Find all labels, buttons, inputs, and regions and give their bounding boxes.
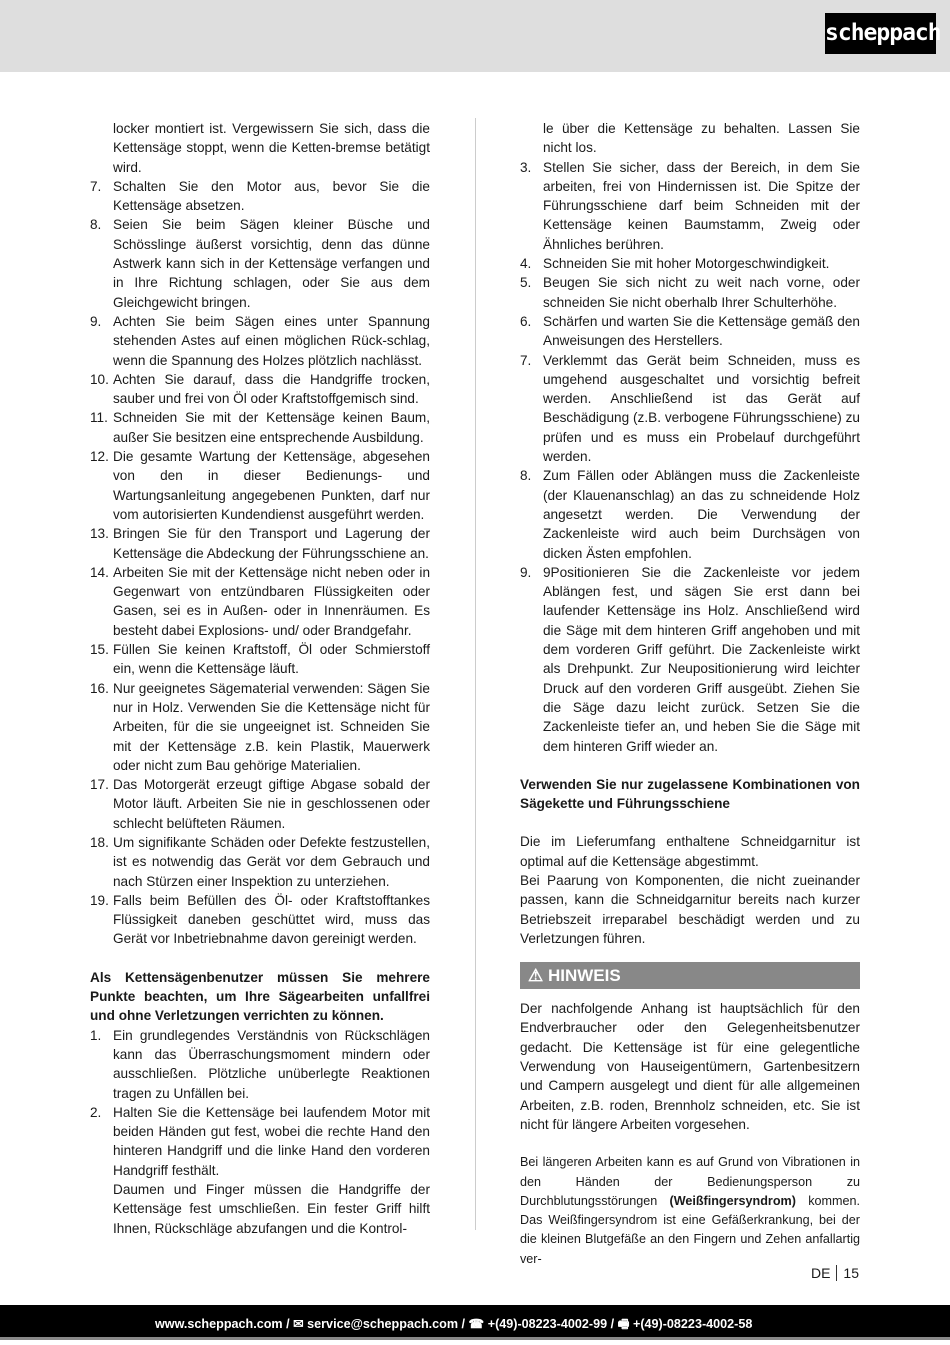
item-text: Achten Sie darauf, dass die Handgriffe trocken, sauber und frei von Öl oder Kraftstoffgemisch sind. bbox=[113, 371, 430, 407]
item-number: 6. bbox=[520, 313, 532, 329]
list-item bbox=[90, 447, 430, 524]
item-number: 12. bbox=[90, 449, 109, 465]
paragraph: Der nachfolgende Anhang ist hauptsächlich für den Endverbraucher oder den Gelegenheitsbenutzer gedacht. Die Kettensäge ist für eine gelegentliche Verwendung von Hauseigentümern, Gartenbesitzern und Campern ausgelegt und dient für alle allgemeinen Arbeiten, z.B. roden, Brennholz schneiden, etc. Sie ist nicht für längere Arbeiten vorgesehen. bbox=[520, 1001, 860, 1132]
paragraph bbox=[520, 1153, 860, 1269]
list-item bbox=[90, 833, 430, 891]
list-item bbox=[90, 679, 430, 775]
list-item bbox=[520, 273, 860, 312]
item-text: Arbeiten Sie mit der Kettensäge nicht neben oder in Gegenwart von entzündbaren Flüssigkeiten oder Gasen, sei es in Außen- oder in Innenräumen. Es besteht dabei Explosions- und/ oder Brandgefahr. bbox=[113, 564, 430, 638]
item-text: Zum Fällen oder Ablängen muss die Zackenleiste (der Klauenanschlag) an das zu schneidende Holz angesetzt werden. Die Verwendung der Zackenleiste wird auch beim Durchsägen von dicken Ästen empfohlen. bbox=[543, 468, 860, 561]
hinweis-banner: ⚠ HINWEIS bbox=[520, 962, 860, 989]
item-text: Schneiden Sie mit hoher Motorgeschwindigkeit. bbox=[543, 256, 830, 272]
item-number: 14. bbox=[90, 564, 109, 580]
item-text: Seien Sie beim Sägen kleiner Büsche und Schösslinge äußerst vorsichtig, denn das dünne Astwerk kann sich in der Kettensäge verfangen und in Ihre Richtung schlagen, oder Sie aus dem Gleichgewicht bringen. bbox=[113, 217, 430, 310]
list-item bbox=[90, 215, 430, 311]
text: Bei längeren Arbeiten kann es auf Grund von Vibrationen in den Händen der Bedienungsperson zu Durchblutungsstörungen bbox=[520, 1155, 860, 1208]
item-number: 2. bbox=[90, 1104, 102, 1120]
paragraph: locker montiert ist. Vergewissern Sie sich, dass die Kettensäge stoppt, wenn die Ketten-bremse betätigt wird. bbox=[113, 121, 430, 175]
item-number: 19. bbox=[90, 892, 109, 908]
list-item bbox=[90, 775, 430, 833]
list-item bbox=[520, 158, 860, 254]
page-number bbox=[811, 1265, 859, 1281]
item-number: 1. bbox=[90, 1027, 102, 1043]
paragraph: le über die Kettensäge zu behalten. Lassen Sie nicht los. bbox=[543, 121, 860, 156]
paragraph: Daumen und Finger müssen die Handgriffe der Kettensäge fest umschließen. Ein fester Griff hilft Ihnen, Rückschläge abzufangen und die Kontrol- bbox=[113, 1182, 430, 1236]
scheppach-logo: scheppach bbox=[825, 13, 936, 54]
item-number: 4. bbox=[520, 256, 532, 272]
list-item bbox=[90, 312, 430, 370]
item-text: Stellen Sie sicher, dass der Bereich, in dem Sie arbeiten, frei von Hindernissen ist. Die Spitze der Führungsschiene darf beim Schneiden mit der Kettensäge keinen Baumstamm, Zweig oder Ähnliches berühren. bbox=[543, 159, 860, 252]
list-item bbox=[520, 312, 860, 351]
paragraph: Bei Paarung von Komponenten, die nicht zueinander passen, kann die Schneidgarnitur bereits nach kurzer Betriebszeit irreparabel beschädigt werden und zu Verletzungen führen. bbox=[520, 872, 860, 946]
item-text: Das Motorgerät erzeugt giftige Abgase sobald der Motor läuft. Arbeiten Sie nie in geschlossenen oder schlecht belüfteten Räumen. bbox=[113, 777, 430, 831]
list-item bbox=[90, 563, 430, 640]
item-text: Achten Sie beim Sägen eines unter Spannung stehenden Astes auf einen möglichen Rück-schlag, wenn die Spannung des Holzes plötzlich nachlässt. bbox=[113, 313, 430, 368]
list-item bbox=[90, 177, 430, 216]
footer-bar bbox=[0, 1305, 950, 1340]
item-text: Verklemmt das Gerät beim Schneiden, muss es umgehend ausgeschaltet und vorsichtig befreit werden. Anschließend ist das Gerät auf Beschädigung (z.B. verbogene Führungsschiene) zu prüfen und es muss ein Probelauf durchgeführt werden. bbox=[543, 352, 860, 465]
item-text: Schalten Sie den Motor aus, bevor Sie die Kettensäge absetzen. bbox=[113, 178, 430, 214]
item-number: 17. bbox=[90, 777, 109, 793]
item-text: Um signifikante Schäden oder Defekte festzustellen, ist es notwendig das Gerät vor dem Gebrauch und nach Stürzen einer Inspektion zu unterziehen. bbox=[113, 834, 430, 889]
section-heading: Verwenden Sie nur zugelassene Kombinationen von Sägekette und Führungsschiene bbox=[520, 776, 860, 812]
item-number: 9. bbox=[520, 564, 532, 580]
list-item bbox=[520, 254, 860, 273]
left-column bbox=[90, 119, 430, 1238]
item-number: 18. bbox=[90, 834, 109, 850]
item-text: Falls beim Befüllen des Öl- oder Kraftstofftankes Flüssigkeit daneben geschüttet wird, muss das Gerät vor Inbetriebnahme davon gereinigt werden. bbox=[113, 892, 430, 947]
item-number: 9. bbox=[90, 313, 102, 329]
item-number: 8. bbox=[90, 217, 102, 233]
item-number: 8. bbox=[520, 468, 532, 484]
item-number: 10. bbox=[90, 371, 109, 387]
item-number: 16. bbox=[90, 680, 109, 696]
item-number: 7. bbox=[90, 178, 102, 194]
paragraph: Die im Lieferumfang enthaltene Schneidgarnitur ist optimal auf die Kettensäge abgestimmt. bbox=[520, 834, 860, 869]
item-text: Schneiden Sie mit der Kettensäge keinen Baum, außer Sie besitzen eine entsprechende Ausbildung. bbox=[113, 410, 430, 445]
list-item bbox=[520, 351, 860, 467]
item-text: Nur geeignetes Sägematerial verwenden: Sägen Sie nur in Holz. Verwenden Sie die Kettensäge nicht für Arbeiten, für die sie ungeeignet ist. Schneiden Sie mit der Kettensäge z.B. kein Plastik, Mauerwerk oder nicht zum Bau gehörige Materialien. bbox=[113, 680, 430, 773]
list-item bbox=[90, 408, 430, 447]
list-item bbox=[520, 563, 860, 756]
column-divider bbox=[475, 118, 476, 1230]
item-number: 7. bbox=[520, 352, 532, 368]
item-text: Halten Sie die Kettensäge bei laufendem Motor mit beiden Händen gut fest, wobei die rechte Hand den hinteren Handgriff und die linke Hand den vorderen Handgriff festhält. bbox=[113, 1104, 430, 1178]
item-number: 3. bbox=[520, 159, 532, 175]
page-number-value: 15 bbox=[843, 1265, 859, 1281]
list-item bbox=[90, 891, 430, 949]
list-item bbox=[90, 640, 430, 679]
list-item bbox=[90, 1103, 430, 1180]
item-text: Bringen Sie für den Transport und Lagerung der Kettensäge die Abdeckung der Führungsschiene an. bbox=[113, 526, 430, 561]
item-number: 15. bbox=[90, 642, 109, 658]
footer-contact: www.scheppach.com / ✉ service@scheppach.com / ☎ +(49)-08223-4002-99 / 🖷 +(49)-08223-4002-58 bbox=[155, 1317, 753, 1331]
bold-term: (Weißfingersyndrom) bbox=[669, 1193, 796, 1208]
item-number: 13. bbox=[90, 526, 109, 542]
item-text: Beugen Sie sich nicht zu weit nach vorne, oder schneiden Sie nicht oberhalb Ihrer Schulterhöhe. bbox=[543, 275, 860, 310]
item-text: Schärfen und warten Sie die Kettensäge gemäß den Anweisungen des Herstellers. bbox=[543, 313, 860, 349]
page-header bbox=[0, 0, 950, 72]
list-item bbox=[520, 466, 860, 562]
text: kommen. Das Weißfingersyndrom ist eine Gefäßerkrankung, bei der die kleinen Blutgefäße an den Fingern und Zehen anfallartig ver- bbox=[520, 1193, 860, 1266]
list-item bbox=[90, 1026, 430, 1103]
item-text: Die gesamte Wartung der Kettensäge, abgesehen von den in dieser Bedienungs- und Wartungsanleitung angegebenen Punkten, darf nur vom autorisierten Kundendienst ausgeführt werden. bbox=[113, 449, 430, 522]
right-column bbox=[520, 119, 860, 1269]
item-number: 11. bbox=[90, 410, 108, 426]
item-text: Füllen Sie keinen Kraftstoff, Öl oder Schmierstoff ein, wenn die Kettensäge läuft. bbox=[113, 642, 430, 677]
item-text: 9Positionieren Sie die Zackenleiste vor jedem Ablängen fest, und sägen Sie erst dann bei laufender Kettensäge ins Holz. Anschließend wird die Säge mit dem hinteren Griff angehoben und mit dem vorderen Griff geführt. Die Zackenleiste wirkt als Drehpunkt. Zur Neupositionierung wird leichter Druck auf den vorderen Griff ausgeübt. Ziehen Sie die Säge dazu leicht zurück. Setzen Sie die Zackenleiste tiefer an, und heben Sie die Säge mit dem hinteren Griff wieder an. bbox=[543, 564, 860, 754]
item-number: 5. bbox=[520, 275, 532, 291]
list-item bbox=[90, 524, 430, 563]
item-text: Ein grundlegendes Verständnis von Rückschlägen kann das Überraschungsmoment mindern oder ausschließen. Plötzliche unüberlegte Reaktionen tragen zu Unfällen bei. bbox=[113, 1027, 430, 1101]
list-item bbox=[90, 370, 430, 409]
section-heading: Als Kettensägenbenutzer müssen Sie mehrere Punkte beachten, um Ihre Sägearbeiten unfallfrei und ohne Verletzungen verrichten zu können. bbox=[90, 969, 430, 1024]
language-code: DE bbox=[810, 1265, 831, 1281]
